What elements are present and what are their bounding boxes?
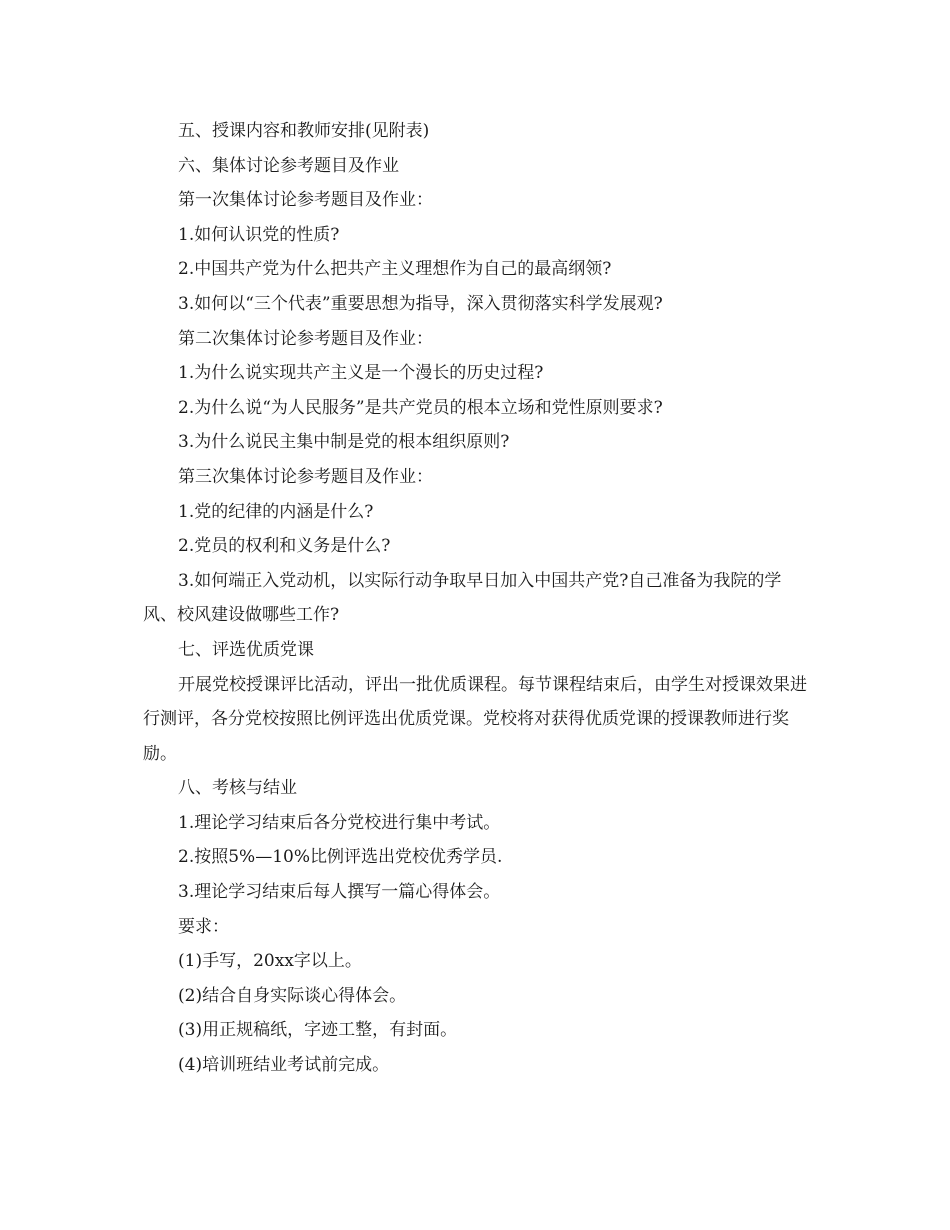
discussion2-q3: 3.为什么说民主集中制是党的根本组织原则? bbox=[178, 432, 510, 453]
section8-item3: 3.理论学习结束后每人撰写一篇心得体会。 bbox=[178, 882, 501, 903]
section8-heading: 八、考核与结业 bbox=[178, 778, 297, 799]
discussion1-title: 第一次集体讨论参考题目及作业： bbox=[178, 190, 433, 211]
requirements-label: 要求： bbox=[178, 916, 229, 937]
section7-heading: 七、评选优质党课 bbox=[178, 639, 314, 660]
section8-item1: 1.理论学习结束后各分党校进行集中考试。 bbox=[178, 812, 501, 833]
discussion3-q2: 2.党员的权利和义务是什么? bbox=[178, 536, 391, 557]
section7-paragraph: 开展党校授课评比活动，评出一批优质课程。每节课程结束后，由学生对授课效果进行测评，各分党校按照比例评选出优质党课。党校将对获得优质党课的授课教师进行奖励。 bbox=[143, 674, 807, 764]
discussion1-q1: 1.如何认识党的性质? bbox=[178, 224, 340, 245]
section6-heading: 六、集体讨论参考题目及作业 bbox=[178, 155, 399, 176]
requirement-1: (1)手写，20xx字以上。 bbox=[178, 951, 362, 972]
discussion1-q3: 3.如何以“三个代表”重要思想为指导，深入贯彻落实科学发展观? bbox=[178, 293, 663, 314]
discussion3-q3-paragraph: 3.如何端正入党动机，以实际行动争取早日加入中国共产党?自己准备为我院的学风、校风建设做哪些工作? bbox=[143, 570, 782, 626]
section8-item2: 2.按照5%—10%比例评选出党校优秀学员. bbox=[178, 847, 503, 868]
discussion2-title: 第二次集体讨论参考题目及作业： bbox=[178, 328, 433, 349]
discussion1-q2: 2.中国共产党为什么把共产主义理想作为自己的最高纲领? bbox=[178, 259, 612, 280]
section5-heading: 五、授课内容和教师安排(见附表) bbox=[178, 121, 430, 141]
discussion3-q1: 1.党的纪律的内涵是什么? bbox=[178, 501, 374, 522]
requirement-3: (3)用正规稿纸，字迹工整，有封面。 bbox=[178, 1020, 458, 1041]
discussion3-title: 第三次集体讨论参考题目及作业： bbox=[178, 466, 433, 487]
requirement-4: (4)培训班结业考试前完成。 bbox=[178, 1055, 390, 1076]
discussion2-q2: 2.为什么说“为人民服务”是共产党员的根本立场和党性原则要求? bbox=[178, 397, 663, 418]
requirement-2: (2)结合自身实际谈心得体会。 bbox=[178, 985, 407, 1006]
discussion2-q1: 1.为什么说实现共产主义是一个漫长的历史过程? bbox=[178, 363, 544, 384]
document-body bbox=[143, 114, 808, 1083]
